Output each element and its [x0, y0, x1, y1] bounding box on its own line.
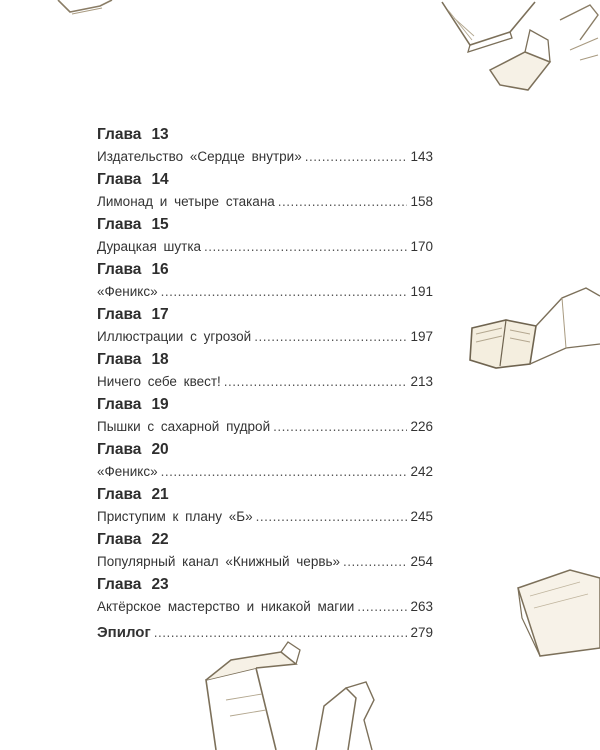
chapter-label: Глава: [97, 126, 142, 143]
toc-entry[interactable]: [97, 460, 433, 484]
pages-sketch-icon: [196, 640, 416, 750]
chapter-title: Пышки с сахарной пудрой: [97, 419, 271, 434]
dot-leader: [273, 415, 407, 439]
page-number: 279: [410, 625, 433, 640]
chapter-label: Глава: [97, 216, 142, 233]
toc-entry[interactable]: [97, 325, 433, 349]
book-sketch-icon: [500, 548, 600, 658]
page-number: 245: [410, 509, 433, 524]
chapter-number: 23: [151, 576, 169, 593]
chapter-number: 15: [151, 216, 169, 233]
chapter-heading: [97, 124, 433, 145]
dot-leader: [154, 621, 408, 645]
chapter-heading: [97, 304, 433, 325]
chapter-number: 21: [151, 486, 169, 503]
dot-leader: [224, 370, 408, 394]
chapter-label: Глава: [97, 486, 142, 503]
chapter-number: 20: [151, 441, 169, 458]
page-number: 197: [410, 329, 433, 344]
page-number: 242: [410, 464, 433, 479]
chapter-number: 14: [151, 171, 169, 188]
toc-entry[interactable]: [97, 190, 433, 214]
chapter-number: 19: [151, 396, 169, 413]
toc-entry-epilogue[interactable]: [97, 621, 433, 645]
chapter-number: 18: [151, 351, 169, 368]
chapter-label: Глава: [97, 261, 142, 278]
dot-leader: [278, 190, 408, 214]
chapter-label: Глава: [97, 351, 142, 368]
page-number: 263: [410, 599, 433, 614]
toc-entry[interactable]: [97, 550, 433, 574]
chapter-title: Популярный канал «Книжный червь»: [97, 554, 341, 569]
chapter-title: «Феникс»: [97, 464, 158, 479]
page-number: 170: [410, 239, 433, 254]
chapter-heading: [97, 169, 433, 190]
page-number: 213: [410, 374, 433, 389]
dot-leader: [343, 550, 407, 574]
chapter-number: 16: [151, 261, 169, 278]
chapter-heading: [97, 484, 433, 505]
page-number: 254: [410, 554, 433, 569]
chapter-number: 13: [151, 126, 169, 143]
chapter-title: Лимонад и четыре стакана: [97, 194, 275, 209]
chapter-label: Глава: [97, 576, 142, 593]
dot-leader: [161, 460, 408, 484]
chapter-title: Ничего себе квест!: [97, 374, 221, 389]
chapter-title: Иллюстрации с угрозой: [97, 329, 252, 344]
book-sketch-icon: [0, 0, 120, 30]
chapter-heading: [97, 529, 433, 550]
toc-entry[interactable]: [97, 415, 433, 439]
chapter-number: 22: [151, 531, 169, 548]
dot-leader: [357, 595, 407, 619]
toc-entry[interactable]: [97, 370, 433, 394]
chapter-title: Издательство «Сердце внутри»: [97, 149, 302, 164]
chapter-label: Глава: [97, 171, 142, 188]
chapter-label: Глава: [97, 441, 142, 458]
epilogue-title: Эпилог: [97, 624, 151, 641]
open-book-sketch-icon: [430, 0, 600, 115]
chapter-title: Актёрское мастерство и никакой магии: [97, 599, 355, 614]
chapter-heading: [97, 439, 433, 460]
dot-leader: [305, 145, 408, 169]
chapter-number: 17: [151, 306, 169, 323]
chapter-title: Дурацкая шутка: [97, 239, 202, 254]
chapter-heading: [97, 394, 433, 415]
dot-leader: [256, 505, 408, 529]
toc-entry[interactable]: [97, 505, 433, 529]
chapter-heading: [97, 259, 433, 280]
chapter-title: «Феникс»: [97, 284, 158, 299]
chapter-label: Глава: [97, 306, 142, 323]
toc-entry[interactable]: [97, 145, 433, 169]
chapter-heading: [97, 574, 433, 595]
table-of-contents: [97, 124, 433, 645]
toc-entry[interactable]: [97, 235, 433, 259]
chapter-label: Глава: [97, 531, 142, 548]
page-number: 226: [410, 419, 433, 434]
dot-leader: [161, 280, 408, 304]
dot-leader: [204, 235, 407, 259]
toc-entry[interactable]: [97, 595, 433, 619]
chapter-heading: [97, 349, 433, 370]
page-number: 191: [410, 284, 433, 299]
dot-leader: [254, 325, 407, 349]
page-number: 158: [410, 194, 433, 209]
chapter-label: Глава: [97, 396, 142, 413]
page-number: 143: [410, 149, 433, 164]
open-book-sketch-icon: [466, 268, 600, 378]
chapter-title: Приступим к плану «Б»: [97, 509, 253, 524]
toc-entry[interactable]: [97, 280, 433, 304]
chapter-heading: [97, 214, 433, 235]
